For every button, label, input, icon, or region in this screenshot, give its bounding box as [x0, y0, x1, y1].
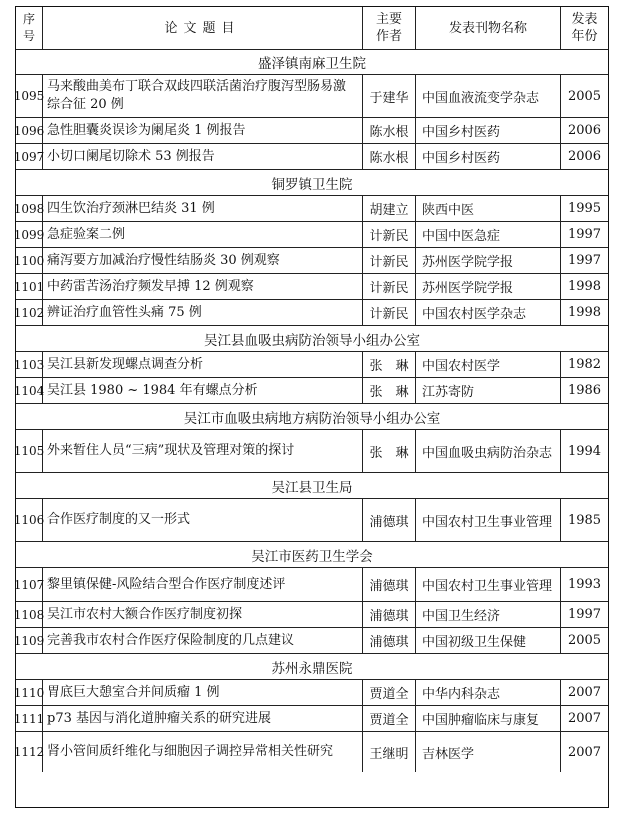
header-year-line1: 发表	[571, 12, 598, 27]
cell-author: 于建华	[363, 75, 416, 117]
cell-year: 1982	[567, 357, 602, 372]
table-row	[13, 430, 608, 473]
table-row	[13, 680, 608, 706]
cell-title: 吴江市农村大额合作医疗制度初探	[43, 602, 363, 627]
header-no	[16, 7, 43, 49]
cell-author: 贾道全	[363, 706, 416, 731]
cell-author: 张 琳	[363, 352, 416, 377]
cell-title: 完善我市农村合作医疗保险制度的几点建议	[43, 628, 363, 653]
table-row	[13, 602, 608, 628]
table-row	[13, 568, 608, 602]
cell-no: 1104	[16, 378, 43, 403]
cell-author: 计新民	[363, 248, 416, 273]
cell-journal: 吉林医学	[416, 732, 561, 772]
cell-title: 四生饮治疗颈淋巴结炎 31 例	[43, 196, 363, 221]
cell-no: 1105	[16, 430, 43, 472]
cell-year: 2006	[567, 149, 602, 164]
table-row	[13, 196, 608, 222]
cell-author: 胡建立	[363, 196, 416, 221]
cell-no: 1108	[16, 602, 43, 627]
cell-author: 浦德琪	[363, 568, 416, 601]
cell-title: 胃底巨大憩室合并间质瘤 1 例	[43, 680, 363, 705]
cell-journal: 陕西中医	[416, 196, 561, 221]
cell-year: 1995	[567, 201, 602, 216]
cell-author: 浦德琪	[363, 628, 416, 653]
section-heading: 铜罗镇卫生院	[16, 170, 608, 196]
cell-journal: 江苏寄防	[416, 378, 561, 403]
cell-title: 痛泻要方加减治疗慢性结肠炎 30 例观察	[43, 248, 363, 273]
header-year-line2: 年份	[571, 29, 598, 44]
cell-year: 2007	[567, 685, 602, 700]
cell-title: 急性胆囊炎误诊为阑尾炎 1 例报告	[43, 118, 363, 143]
cell-journal: 中国肿瘤临床与康复	[416, 706, 561, 731]
table-row	[13, 352, 608, 378]
cell-journal: 中国血液流变学杂志	[416, 75, 561, 117]
cell-journal: 中华内科杂志	[416, 680, 561, 705]
cell-no: 1095	[16, 75, 43, 117]
cell-year: 1986	[567, 383, 602, 398]
header-year	[561, 7, 608, 49]
cell-title: 吴江县 1980 ~ 1984 年有螺点分析	[43, 378, 363, 403]
cell-year: 1985	[567, 512, 602, 528]
cell-title: 急症验案二例	[43, 222, 363, 247]
cell-no: 1101	[16, 274, 43, 299]
cell-no: 1103	[16, 352, 43, 377]
papers-table	[15, 6, 609, 808]
header-journal: 发表刊物名称	[416, 7, 561, 49]
cell-journal: 中国农村卫生事业管理	[416, 499, 561, 541]
section-heading: 吴江市血吸虫病地方病防治领导小组办公室	[16, 404, 608, 430]
cell-title: 小切口阑尾切除术 53 例报告	[43, 144, 363, 169]
cell-title: 辨证治疗血管性头痛 75 例	[43, 300, 363, 325]
cell-author: 计新民	[363, 222, 416, 247]
cell-title: 中药雷苦汤治疗频发早搏 12 例观察	[43, 274, 363, 299]
cell-journal: 中国乡村医药	[416, 118, 561, 143]
table-row	[13, 499, 608, 542]
cell-title: 马来酸曲美布丁联合双歧四联活菌治疗腹泻型肠易激综合征 20 例	[43, 75, 363, 117]
cell-author: 浦德琪	[363, 499, 416, 541]
header-no-line1: 序	[22, 12, 35, 26]
cell-author: 王继明	[363, 732, 416, 772]
cell-author: 贾道全	[363, 680, 416, 705]
cell-year: 2005	[567, 633, 602, 648]
cell-journal: 中国农村医学	[416, 352, 561, 377]
table-row	[13, 274, 608, 300]
cell-journal: 苏州医学院学报	[416, 274, 561, 299]
cell-no: 1109	[16, 628, 43, 653]
header-author	[363, 7, 416, 49]
cell-no: 1098	[16, 196, 43, 221]
table-row	[13, 222, 608, 248]
table-row	[13, 732, 608, 772]
cell-year: 1994	[567, 443, 602, 459]
cell-no: 1107	[16, 568, 43, 601]
cell-journal: 苏州医学院学报	[416, 248, 561, 273]
table-row	[13, 144, 608, 170]
cell-no: 1100	[16, 248, 43, 273]
cell-year: 2007	[567, 711, 602, 726]
cell-author: 陈水根	[363, 118, 416, 143]
cell-author: 浦德琪	[363, 602, 416, 627]
cell-title: 黎里镇保健-风险结合型合作医疗制度述评	[43, 568, 363, 601]
cell-no: 1112	[16, 732, 43, 772]
table-row	[13, 118, 608, 144]
table-row	[13, 248, 608, 274]
cell-year: 1997	[567, 607, 602, 622]
cell-journal: 中国乡村医药	[416, 144, 561, 169]
cell-journal: 中国卫生经济	[416, 602, 561, 627]
section-heading: 吴江县血吸虫病防治领导小组办公室	[16, 326, 608, 352]
cell-year: 2005	[567, 88, 602, 104]
cell-no: 1110	[16, 680, 43, 705]
table-row	[13, 75, 608, 118]
cell-author: 张 琳	[363, 378, 416, 403]
table-row	[13, 628, 608, 654]
cell-no: 1111	[16, 706, 43, 731]
cell-year: 1998	[567, 279, 602, 294]
cell-year: 1997	[567, 253, 602, 268]
cell-author: 计新民	[363, 300, 416, 325]
section-heading: 苏州永鼎医院	[16, 654, 608, 680]
cell-title: 外来暂住人员“三病”现状及管理对策的探讨	[43, 430, 363, 472]
table-row	[13, 706, 608, 732]
cell-year: 1997	[567, 227, 602, 242]
cell-year: 1998	[567, 305, 602, 320]
cell-title: 吴江县新发现螺点调查分析	[43, 352, 363, 377]
header-author-line1: 主要	[375, 12, 402, 27]
cell-year: 1993	[567, 577, 602, 592]
cell-no: 1097	[16, 144, 43, 169]
cell-no: 1099	[16, 222, 43, 247]
cell-year: 2006	[567, 123, 602, 138]
header-title: 论文题目	[43, 7, 363, 49]
section-heading: 吴江市医药卫生学会	[16, 542, 608, 568]
cell-journal: 中国农村卫生事业管理	[416, 568, 561, 601]
table-header	[16, 7, 608, 50]
cell-author: 张 琳	[363, 430, 416, 472]
cell-year: 2007	[567, 744, 602, 760]
cell-journal: 中国初级卫生保健	[416, 628, 561, 653]
table-row	[13, 300, 608, 326]
cell-journal: 中国中医急症	[416, 222, 561, 247]
cell-title: 肾小管间质纤维化与细胞因子调控异常相关性研究	[43, 732, 363, 772]
cell-author: 陈水根	[363, 144, 416, 169]
cell-no: 1102	[16, 300, 43, 325]
header-author-line2: 作者	[375, 29, 402, 44]
cell-no: 1106	[16, 499, 43, 541]
cell-no: 1096	[16, 118, 43, 143]
section-heading: 吴江县卫生局	[16, 473, 608, 499]
cell-title: p73 基因与消化道肿瘤关系的研究进展	[43, 706, 363, 731]
table-row	[13, 378, 608, 404]
header-no-line2: 号	[22, 29, 35, 43]
cell-author: 计新民	[363, 274, 416, 299]
cell-title: 合作医疗制度的又一形式	[43, 499, 363, 541]
section-heading: 盛泽镇南麻卫生院	[16, 50, 608, 75]
cell-journal: 中国农村医学杂志	[416, 300, 561, 325]
cell-journal: 中国血吸虫病防治杂志	[416, 430, 561, 472]
